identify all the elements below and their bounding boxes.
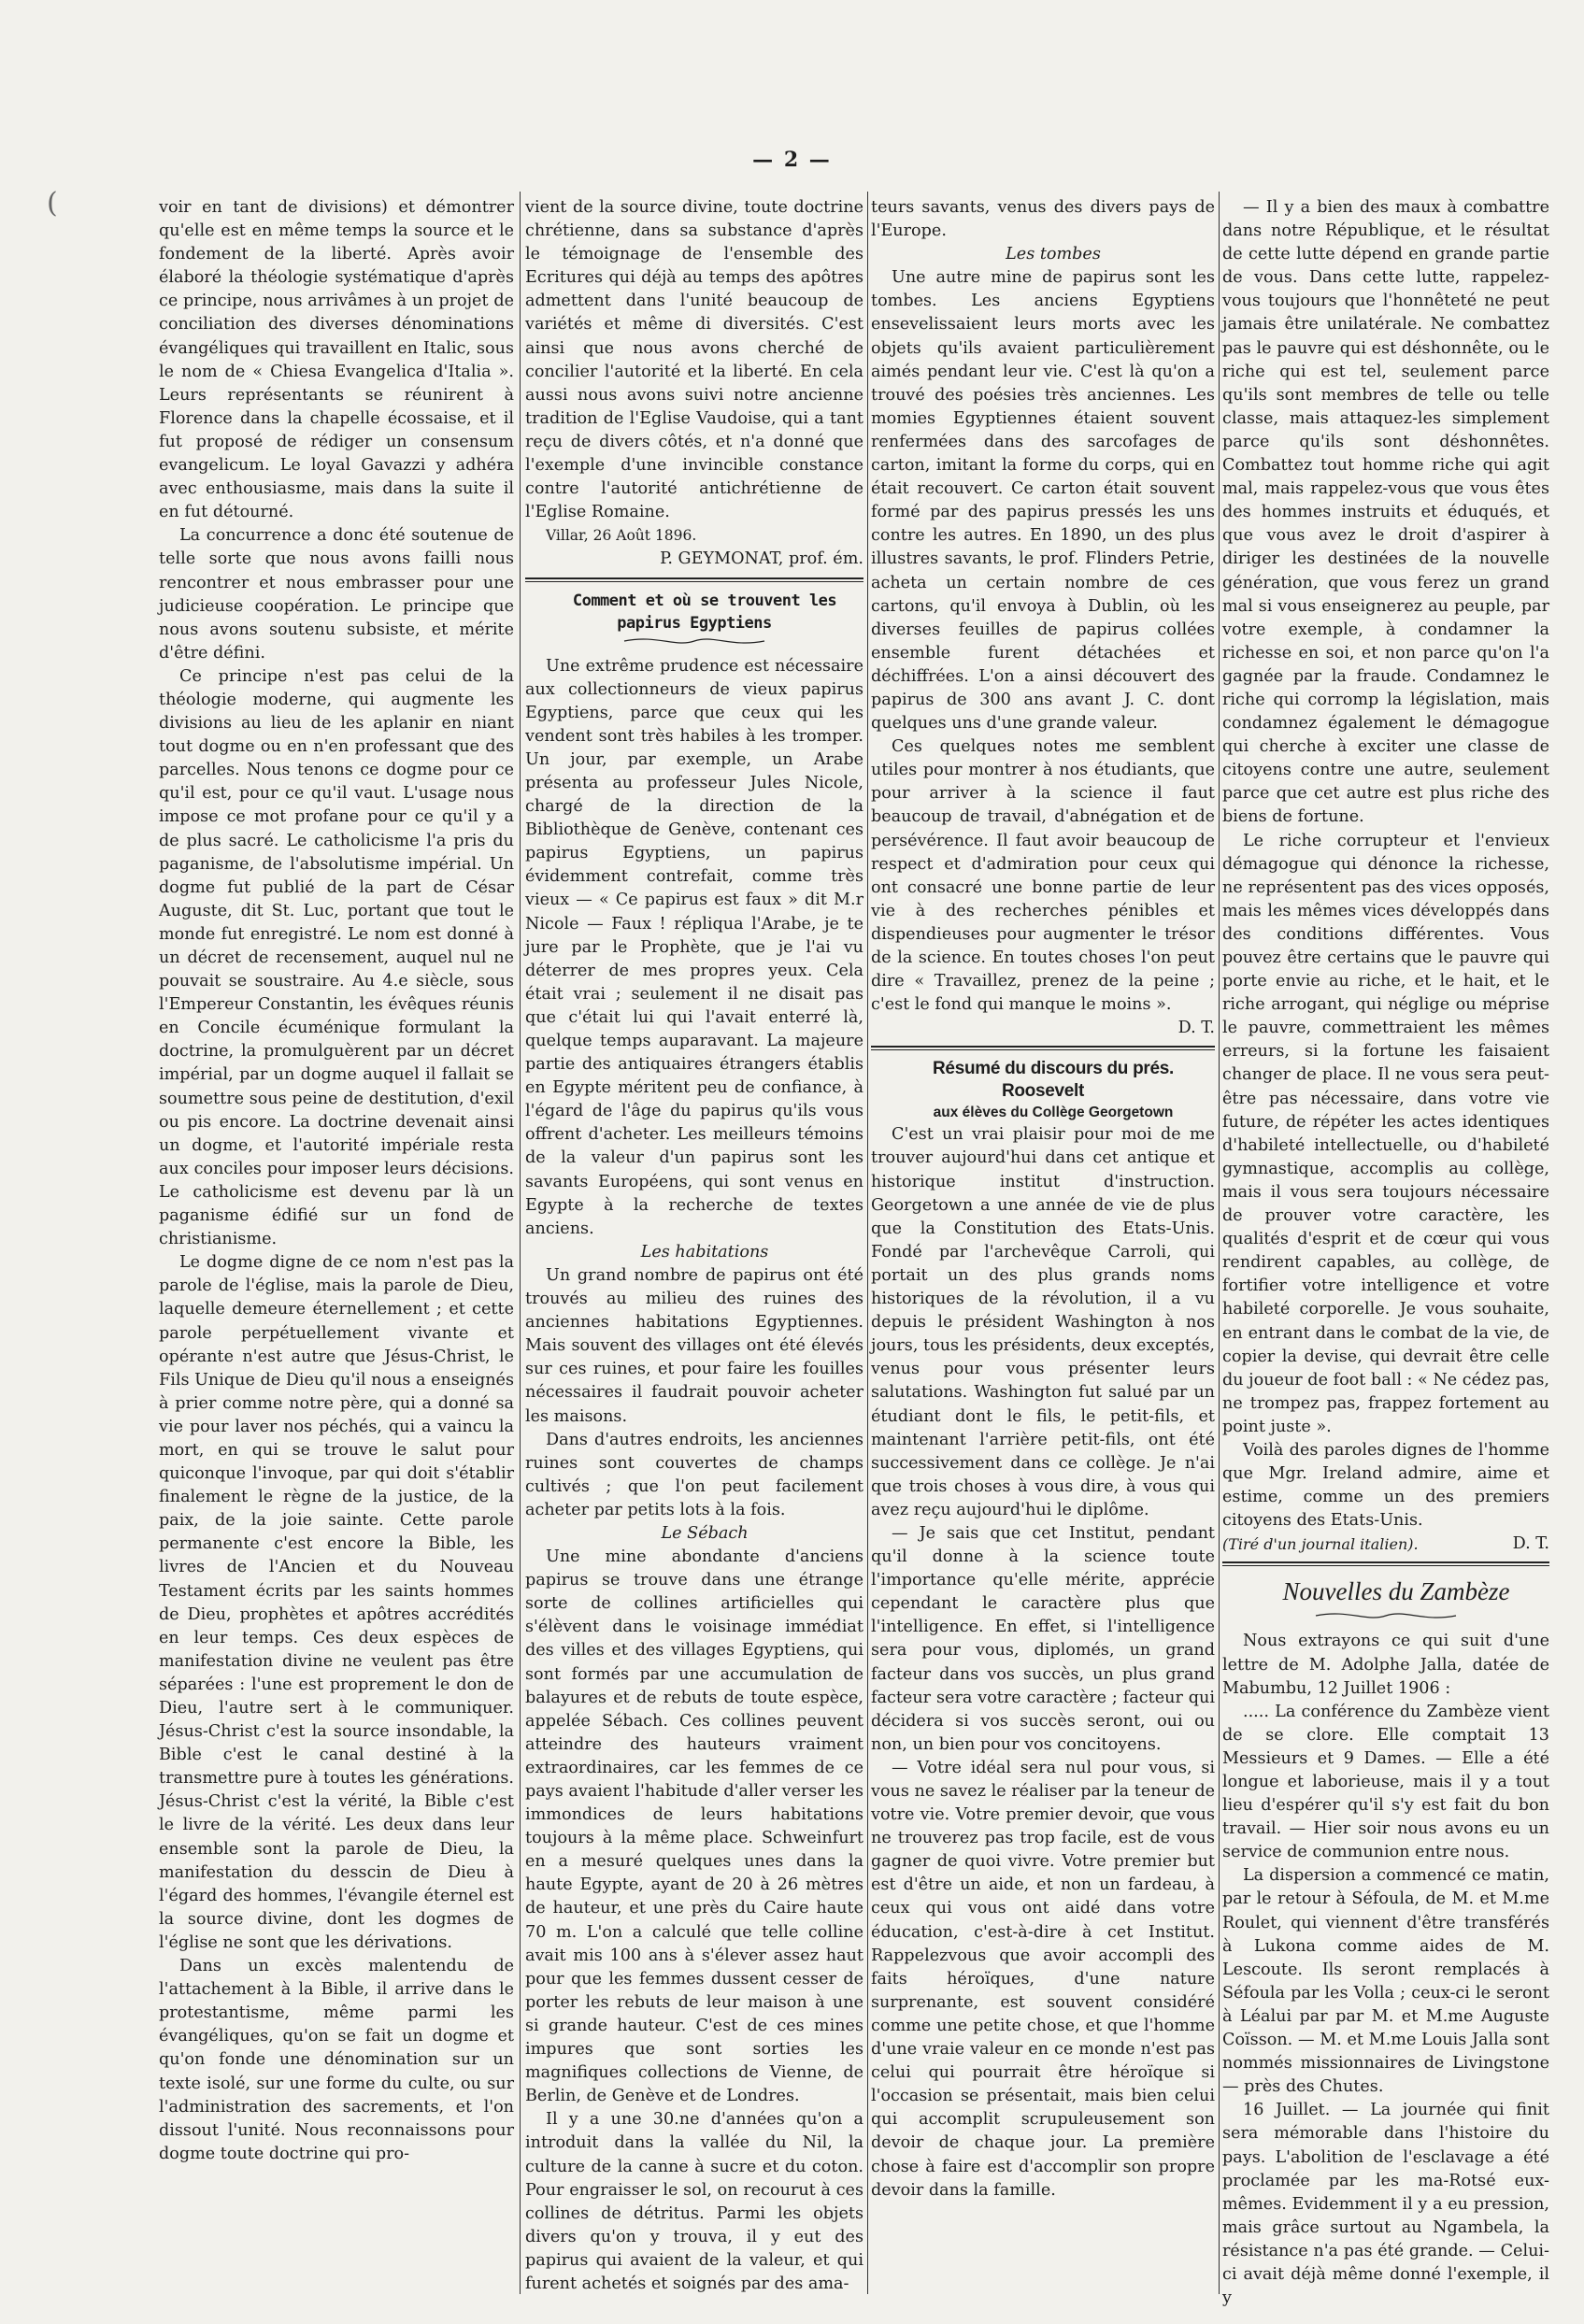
section-subtitle: Le Sébach	[661, 1523, 749, 1543]
divider	[525, 581, 863, 582]
margin-mark: (	[47, 187, 58, 220]
paragraph: C'est un vrai plaisir pour moi de me trouver aujourd'hui dans cet antique et historique institut d'instruction. Georgetown a une année de vie de plus que la Constitution des Etats-Unis. Fondé par l'archevêque Carroli, qui portait un des plus grands noms historiques de la révolution, il a vu depuis le président Washington à nos jours, tous les présidents, deux exceptés, venus pour vous présenter leurs salutations. Washington fut salué par un étudiant dont le fils, le petit-fils, et maintenant l'arrière petit-fils, ont été successivement dans ce collège. Je n'ai que trois choses à vous dire, à vous qui avez reçu aujourd'hui le diplôme.	[871, 1125, 1215, 1519]
column-rule	[867, 192, 868, 2294]
paragraph: Un grand nombre de papirus ont été trouvés au milieu des ruines des anciennes habitations Egyptiennes. Mais souvent des villages ont été élevés sur ces ruines, et pour faire les fouilles nécessaires il faudrait pouvoir acheter les maisons.	[525, 1265, 863, 1426]
paragraph: Dans d'autres endroits, les anciennes ruines sont couvertes de champs cultivés ; que l'on peut facilement acheter par petits lots à la fois.	[525, 1430, 863, 1519]
paragraph: Une autre mine de papirus sont les tombes. Les anciens Egyptiens ensevelissaient leurs morts avec les objets qu'ils avaient particulièrement aimés pendant leur vie. C'est là qu'on a trouvé des poésies très anciennes. Les momies Egyptiennes étaient souvent renfermées dans des sarcofages de carton, imitant la forme du corps, qui en était recouvert. Ce carton était souvent formé par des papirus pressés les uns contre les autres. En 1890, un des plus illustres savants, le prof. Flinders Petrie, acheta un certain nombre de ces cartons, qu'il envoya à Dublin, où les diverses feuilles de papirus collées ensemble furent détachées et déchiffrées. L'on a ainsi découvert des papirus de 300 ans avant J. C. dont quelques uns d'une grande valeur.	[871, 268, 1215, 734]
paragraph: Voilà des paroles dignes de l'homme que Mgr. Ireland admire, aime et estime, comme un des premiers citoyens des Etats-Unis.	[1222, 1440, 1549, 1531]
signature: D. T.	[1512, 1534, 1549, 1554]
column-4	[1222, 196, 1549, 2308]
source-note: (Tiré d'un journal italien).	[1222, 1535, 1419, 1554]
paragraph: Une mine abondante d'anciens papirus se trouve dans une étrange sorte de collines artificielles qui s'élèvent dans le voisinage immédiat des villes et des villages Egyptiens, qui sont formés par une accumulation de balayures et de rebuts de toute espèce, appelée Sébach. Ces collines peuvent atteindre des hauteurs vraiment extraordinaires, car les femmes de ce pays avaient l'habitude d'aller verser les immondices de leurs habitations toujours à la même place. Schweinfurt en a mesuré quelques unes dans la haute Egypte, ayant de 20 à 26 mètres de hauteur, et une près du Caire haute 70 m. L'on a calculé que telle colline avait mis 100 ans à s'élever assez haut pour que les femmes dussent cesser de porter les rebuts de leur maison à une si grande hauteur. C'est de ces mines impures que sont sorties les magnifiques collections de Vienne, de Berlin, de Genève et de Londres.	[525, 1547, 863, 2106]
column-1	[159, 196, 514, 2289]
paragraph: Le dogme digne de ce nom n'est pas la parole de l'église, mais la parole de Dieu, laquelle demeure éternellement ; et cette parole perpétuellement vivante et opérante n'est autre que Jésus-Christ, le Fils Unique de Dieu qu'il nous a enseignés à prier comme notre père, qui a donné sa vie pour laver nos péchés, qui a vaincu la mort, en qui se trouve le salut pour quiconque l'invoque, par qui doit s'établir finalement le règne de la justice, de la paix, de la joie sainte. Cette parole permanente c'est encore la Bible, les livres de l'Ancien et du Nouveau Testament écrits par les saints hommes de Dieu, prophètes et apôtres accrédités en leur temps. Ces deux espèces de manifestation divine ne veulent pas être séparées : l'une est proprement le don de Dieu, l'autre sert à le communiquer. Jésus-Christ c'est la source insondable, la Bible c'est le canal destiné à la transmettre pure à toutes les générations. Jésus-Christ c'est la vérité, la Bible c'est le livre de la vérité. Les deux dans leur ensemble sont la parole de Dieu, la manifestation du desscin de Dieu à l'égard des hommes, l'évangile éternel est la source divine, dont les dogmes de l'église ne sont que les dérivations.	[159, 1253, 514, 1952]
signature: D. T.	[1177, 1019, 1215, 1038]
article-title: Nouvelles du Zambèze	[1282, 1577, 1510, 1606]
paragraph: ..... La conférence du Zambèze vient de se clore. Elle comptait 13 Messieurs et 9 Dames. — Elle a été longue et laborieuse, mais il y a tout lieu d'espérer qu'il s'y est fait du bon travail. — Hier soir nous avons eu un service de communion entre nous.	[1222, 1702, 1549, 1862]
article-title: Comment et où se trouvent les papirus Egyptiens	[572, 591, 837, 633]
paragraph: Nous extrayons ce qui suit d'une lettre de M. Adolphe Jalla, datée de Mabumbu, 12 Juillet 1906 :	[1222, 1632, 1549, 1698]
column-2	[525, 196, 863, 2293]
divider	[1222, 1561, 1549, 1563]
section-subtitle: Les tombes	[1006, 245, 1101, 264]
paragraph: Ces quelques notes me semblent utiles pour montrer à nos étudiants, que pour arriver à la science il faut beaucoup de travail, d'abnégation et de persévérence. Il faut avoir beaucoup de respect et d'admiration pour ceux qui ont consacré une bonne partie de leur vie à des recherches pénibles et dispendieuses pour augmenter le trésor de la science. En toutes choses l'on peut dire « Travaillez, prenez de la peine ; c'est le fond qui manque le moins ».	[871, 737, 1215, 1015]
paragraph: — Je sais que cet Institut, pendant qu'il donne à la science toute l'importance qu'elle mérite, apprécie cependant le caractère plus que l'intelligence. En effet, si l'intelligence sera pour vous, diplomés, un grand facteur dans vos succès, un plus grand facteur sera votre caractère ; facteur qui décidera si vos succès seront, oui ou non, un bien pour vos concitoyens.	[871, 1523, 1215, 1754]
paragraph: La concurrence a donc été soutenue de telle sorte que nous avons failli nous rencontrer et nous embrasser pour une judicieuse coopération. Le principe que nous avons soutenu subsiste, et mérite d'être défini.	[159, 526, 514, 663]
article-title: Résumé du discours du prés. Roosevelt	[933, 1059, 1174, 1102]
paragraph: Ce principe n'est pas celui de la théologie moderne, qui augmente les divisions au lieu de les aplanir en niant tout dogme ou en n'en professant que des parcelles. Nous tenons ce dogme pour ce qu'il est, pour ce qu'il vaut. L'usage nous impose ce mot profane pour ce qu'il y a de plus sacré. Le catholicisme l'a pris du paganisme, de l'absolutisme impérial. Un dogme fut publié de la part de César Auguste, dit St. Luc, portant que tout le monde fut enregistré. Le nom est donné à un décret de recensement, auquel nul ne pouvait se soustraire. Au 4.e siècle, sous l'Empereur Constantin, les évêques réunis en Concile écuménique formulant la doctrine, la promulguèrent par un décret impérial, par un dogme auquel il fallait se soumettre sous peine de destitution, d'exil ou pis encore. La doctrine devenait ainsi un dogme, et l'autorité impériale resta aux conciles pour imposer leurs décisions. Le catholicisme est devenu par là un paganisme édifié sur un fond de christianisme.	[159, 666, 514, 1249]
page-number: — 2 —	[752, 148, 832, 172]
divider	[1222, 1565, 1549, 1566]
article-subtitle: aux élèves du Collège Georgetown	[933, 1105, 1174, 1121]
paragraph: Il y a une 30.ne d'années qu'on a introduit dans la vallée du Nil, la culture de la canne à sucre et du coton. Pour engraisser le sol, on recourut à ces collines de détritus. Parmi les objets divers qu'on y trouva, il y eut des papirus qui avaient de la valeur, et qui furent achetés et soignés par des ama-	[525, 2110, 863, 2293]
column-rule	[520, 192, 521, 2294]
divider	[871, 1049, 1215, 1050]
paragraph: Une extrême prudence est nécessaire aux collectionneurs de vieux papirus Egyptiens, parce que ceux qui les vendent sont très habiles à les tromper. Un jour, par exemple, un Arabe présenta au professeur Jules Nicole, chargé de la direction de la Bibliothèque de Genève, contenant ces papirus Egyptiens, un papirus évidemment contrefait, comme très vieux — « Ce papirus est faux » dit M.r Nicole — Faux ! répliqua l'Arabe, je te jure par le Prophète, que je l'ai vu déterrer de mes propres yeux. Cela était vrai ; seulement il ne disait pas que c'était lui qui l'avait enterré là, quelque temps auparavant. La majeure partie des antiquaires étrangers établis en Egypte méritent peu de confiance, à l'égard de l'âge du papirus qu'ils vous offrent d'acheter. Les meilleurs témoins de la valeur d'un papirus sont les savants Européens, qui sont venus en Egypte à la recherche de textes anciens.	[525, 656, 863, 1238]
divider	[871, 1046, 1215, 1048]
signature: P. GEYMONAT, prof. ém.	[660, 549, 863, 569]
section-subtitle: Les habitations	[640, 1242, 769, 1262]
attribution-row	[1222, 1533, 1549, 1556]
paragraph: teurs savants, venus des divers pays de l'Europe.	[871, 198, 1215, 241]
paragraph: — Il y a bien des maux à combattre dans notre République, et le résultat de cette lutte dépend en grande partie de vous. Dans cette lutte, rappelez-vous toujours que l'honnêteté ne peut jamais être unilatérale. Ne combattez pas le pauvre qui est déshonnête, ou le riche qui est tel, seulement parce qu'ils sont membres de telle ou telle classe, mais attaquez-les simplement parce qu'ils sont déshonnêtes. Combattez tout homme riche qui agit mal, mais rappelez-vous que vous êtes des hommes instruits et éduqués, et que vous avez le droit d'aspirer à diriger les destinées de la nouvelle génération, que vous ferez un grand mal si vous enseignerez au peuple, par votre exemple, à condamner la richesse en soi, et non parce qu'on l'a gagnée par la fraude. Condamnez le riche qui corromp la législation, mais condamnez également le démagogue qui cherche à exciter une classe de citoyens contre une autre, seulement parce que cet autre est plus riche des biens de fortune.	[1222, 198, 1549, 827]
column-3	[871, 196, 1215, 2289]
dateline: Villar, 26 Août 1896.	[546, 527, 697, 545]
paragraph: 16 Juillet. — La journée qui finit sera mémorable dans l'histoire du pays. L'abolition de l'esclavage a été proclamée par les ma-Rotsé eux-mêmes. Evidemment il y a eu pression, mais grâce surtout au Ngambela, la résistance n'a pas été grande. — Celui-ci avait déjà même donné l'exemple, il y	[1222, 2101, 1549, 2308]
paragraph: La dispersion a commencé ce matin, par le retour à Séfoula, de M. et M.me Roulet, qui viennent d'être transférés à Lukona comme aides de M. Lescoute. Ils seront remplacés à Séfoula par les Volla ; ceux-ci le seront à Léalui par par M. et M.me Auguste Coïsson. — M. et M.me Louis Jalla sont nommés missionnaires de Livingstone — près des Chutes.	[1222, 1866, 1549, 2097]
paragraph: Le riche corrupteur et l'envieux démagogue qui dénonce la richesse, ne représentent pas des vices opposés, mais les mêmes vices développés dans des conditions différentes. Vous pouvez être certains que le pauvre qui porte envie au riche, et le hait, et le riche arrogant, qui néglige ou méprise le pauvre, commettraient les mêmes erreurs, si la fortune les faisaient changer de place. Il ne vous sera peut-être pas nécessaire, dans votre vie future, de répéter les actes identiques d'habileté intellectuelle, ou d'habileté gymnastique, accomplis au collège, mais il vous sera toujours nécessaire de prouver votre caractère, les qualités d'esprit et de cœur qui vous rendirent capables, au collège, de fortifier votre intelligence et votre habileté corporelle. Je vous souhaite, en entrant dans le combat de la vie, de copier la devise, qui devrait être celle du joueur de foot ball : « Ne cédez pas, ne trompez pas, frappez fortement au point juste ».	[1222, 831, 1549, 1436]
paragraph: voir en tant de divisions) et démontrer qu'elle est en même temps la source et le fondement de la liberté. Après avoir élaboré la théologie systématique d'après ce principe, nous arrivâmes à un projet de conciliation des diverses dénominations évangéliques qui travaillent en Italic, sous le nom de « Chiesa Evangelica d'Italia ». Leurs représentants se réunirent à Florence dans la chapelle écossaise, et il fut proposé de rédiger un consensum evangelicum. Le loyal Gavazzi y adhéra avec enthousiasme, mais dans la suite il en fut détourné.	[159, 198, 514, 522]
flourish-ornament	[620, 636, 769, 646]
flourish-ornament	[1311, 1611, 1461, 1620]
paragraph: — Votre idéal sera nul pour vous, si vous ne savez le réaliser par la teneur de votre vie. Votre premier devoir, que vous ne trouverez pas trop facile, est de vous gagner de quoi vivre. Votre premier but est d'être un aide, et non un fardeau, à ceux qui vous ont aidé dans votre éducation, c'est-à-dire à cet Institut. Rappelezvous que avoir accompli des faits héroïques, d'une nature surprenante, est souvent considéré comme une petite chose, et que l'homme d'une vraie valeur en ce monde n'est pas celui qui pourrait être héroïque si l'occasion se présentait, mais bien celui qui accomplit scrupuleusement son devoir de chaque jour. La première chose à faire est d'accomplir son propre devoir dans la famille.	[871, 1758, 1215, 2200]
divider	[525, 577, 863, 579]
paragraph: vient de la source divine, toute doctrine chrétienne, dans sa substance d'après le témoignage de l'ensemble des Ecritures qui déjà au temps des apôtres admettent dans l'unité beaucoup de variétés et même di diversités. C'est ainsi que nous avons cherché de concilier l'autorité et la liberté. En cela aussi nous avons suivi notre ancienne tradition de l'Eglise Vaudoise, qui a tant reçu de divers côtés, et n'a donné que l'exemple d'une invincible constance contre l'autorité antichrétienne de l'Eglise Romaine.	[525, 198, 863, 522]
column-rule	[1219, 192, 1220, 2294]
paragraph: Dans un excès malentendu de l'attachement à la Bible, il arrive dans le protestantisme, même parmi les évangéliques, qu'on se fait un dogme et qu'on fonde une dénomination sur un texte isolé, sur une forme du culte, ou sur l'administration des sacrements, et l'on dissout l'unité. Nous reconnaissons pour dogme toute doctrine qui pro-	[159, 1957, 514, 2163]
